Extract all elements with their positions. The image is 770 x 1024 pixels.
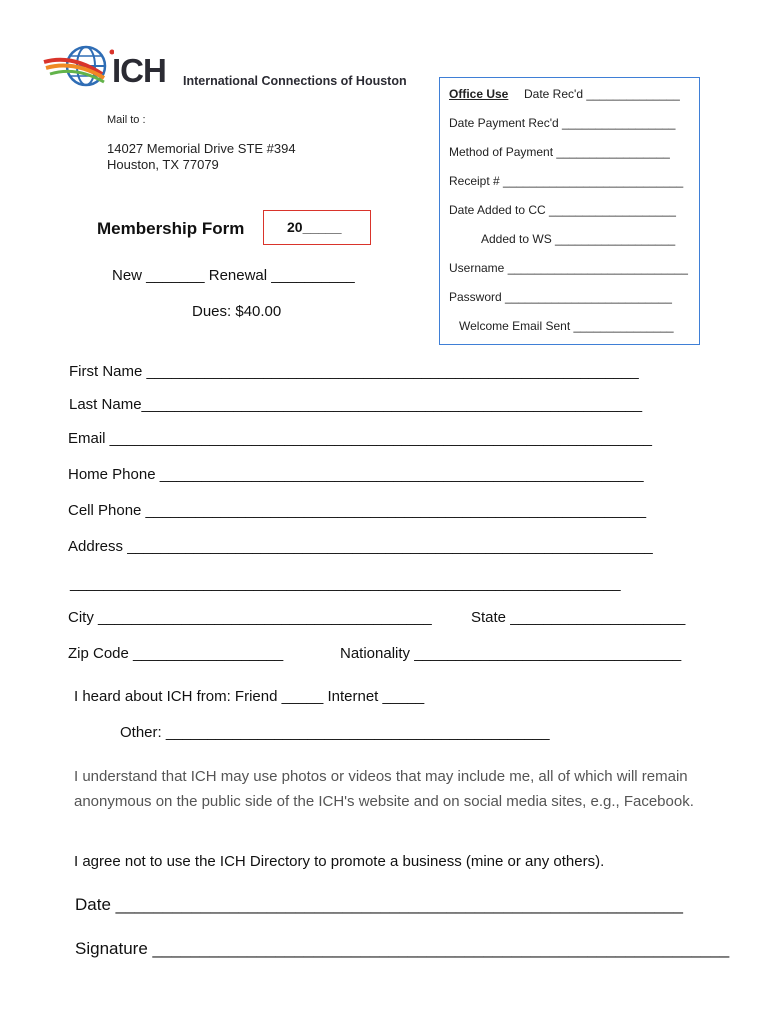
office-use-title [449, 87, 508, 101]
added-to-ws-field[interactable]: Added to WS __________________ [481, 232, 676, 246]
date-received-field[interactable]: Date Rec'd ______________ [524, 87, 680, 101]
date-signature-field[interactable]: Date ____________________________________________________________ [75, 895, 683, 914]
first-name-field[interactable]: First Name ___________________________________________________________ [69, 363, 639, 380]
date-added-to-cc-field[interactable]: Date Added to CC ___________________ [449, 203, 676, 217]
dues-text: Dues: $40.00 [192, 303, 282, 320]
address-field[interactable]: Address _______________________________________________________________ [68, 538, 653, 555]
receipt-number-field[interactable]: Receipt # ___________________________ [449, 174, 684, 188]
new-renewal-field[interactable]: New _______ Renewal __________ [112, 267, 355, 284]
state-field[interactable]: State _____________________ [471, 609, 686, 626]
welcome-email-sent-field[interactable]: Welcome Email Sent _______________ [459, 319, 674, 333]
address-line2-field[interactable]: __________________________________________________________________ [70, 575, 621, 592]
directory-agreement-text: I agree not to use the ICH Directory to promote a business (mine or any others). [74, 853, 605, 870]
mail-address-line2: Houston, TX 77079 [107, 157, 219, 172]
other-source-field[interactable]: Other: ______________________________________________ [120, 724, 550, 741]
signature-field[interactable]: Signature _____________________________________________________________ [75, 939, 730, 958]
date-payment-received-field[interactable]: Date Payment Rec'd _________________ [449, 116, 676, 130]
form-title: Membership Form [97, 219, 245, 238]
heard-about-field[interactable]: I heard about ICH from: Friend _____ Internet _____ [74, 688, 425, 705]
home-phone-field[interactable]: Home Phone __________________________________________________________ [68, 466, 644, 483]
mail-address-line1: 14027 Memorial Drive STE #394 [107, 141, 296, 156]
logo-text: ICH [112, 52, 166, 89]
nationality-field[interactable]: Nationality ________________________________ [340, 645, 682, 662]
office-use-heading: Office Use [449, 87, 509, 101]
year-field[interactable]: 20_____ [287, 219, 342, 235]
mail-to-label: Mail to : [107, 114, 146, 126]
method-of-payment-field[interactable]: Method of Payment _________________ [449, 145, 670, 159]
photo-consent-text: I understand that ICH may use photos or videos that may include me, all of which will remain anonymous on the public side of the ICH's website and on social media sites, e.g., Facebook. [74, 768, 694, 810]
city-field[interactable]: City ________________________________________ [68, 609, 432, 626]
username-field[interactable]: Username ___________________________ [449, 261, 688, 275]
zip-code-field[interactable]: Zip Code __________________ [68, 645, 284, 662]
organization-name: International Connections of Houston [183, 74, 407, 88]
cell-phone-field[interactable]: Cell Phone ____________________________________________________________ [68, 502, 647, 519]
ich-globe-logo-icon [42, 44, 114, 88]
email-field[interactable]: Email _________________________________________________________________ [68, 430, 652, 447]
last-name-field[interactable]: Last Name____________________________________________________________ [69, 396, 643, 413]
password-field[interactable]: Password _________________________ [449, 290, 672, 304]
